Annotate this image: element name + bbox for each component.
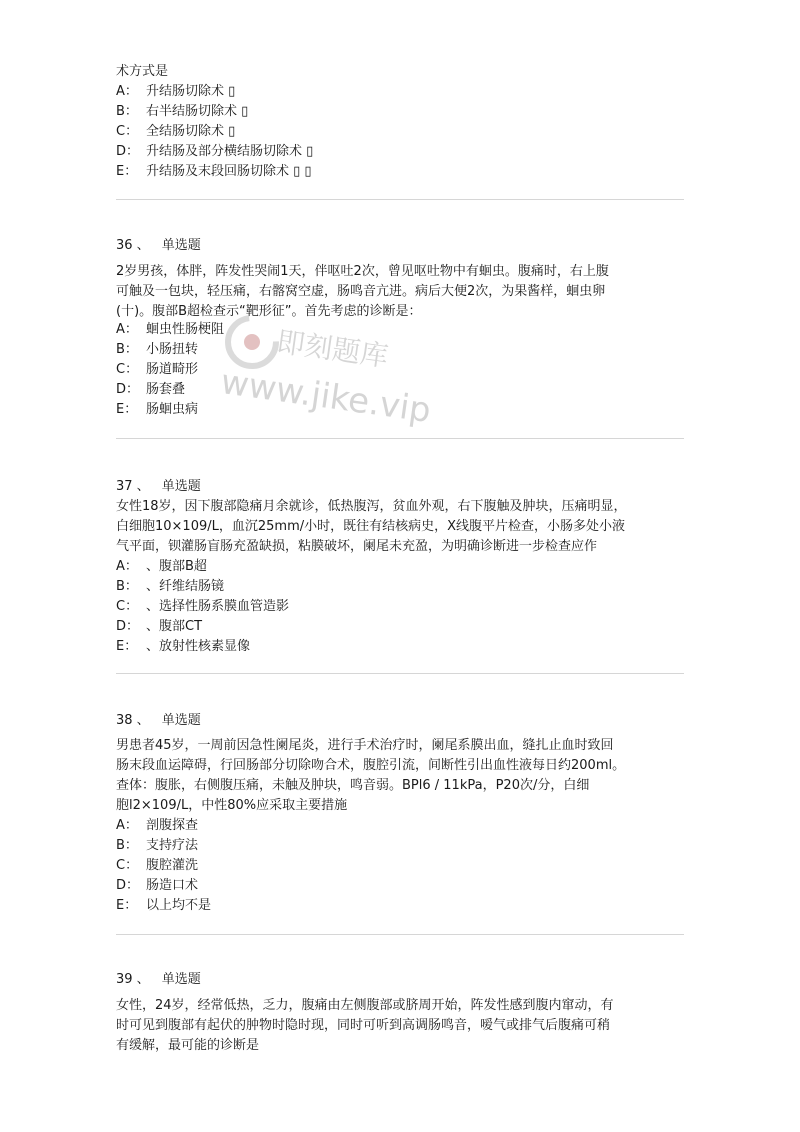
option-text: 升结肠切除术 ▯ — [146, 84, 236, 99]
option-letter: B： — [116, 579, 138, 594]
option-letter: E： — [116, 639, 138, 654]
q36-header — [116, 236, 201, 256]
q36-option-b — [116, 340, 198, 360]
option-letter: B： — [116, 342, 138, 357]
option-text: 升结肠及末段回肠切除术 ▯ ▯ — [146, 164, 312, 179]
option-letter: E： — [116, 164, 138, 179]
option-letter: D： — [116, 144, 140, 159]
q36-stem-line: 2岁男孩，体胖，阵发性哭闹1天，伴呕吐2次，曾见呕吐物中有蛔虫。腹痛时，右上腹 — [116, 264, 609, 279]
option-text: 腹腔灌洗 — [146, 858, 199, 873]
q35-stem-end: 术方式是 — [116, 64, 169, 79]
option-text: 、选择性肠系膜血管造影 — [146, 599, 290, 614]
question-divider — [116, 934, 684, 935]
option-text: 剖腹探查 — [146, 818, 199, 833]
option-letter: A： — [116, 818, 138, 833]
q36-stem-line: (十)。腹部B超检查示“靶形征”。首先考虑的诊断是： — [116, 304, 422, 319]
q37-option-a — [116, 557, 207, 577]
q37-option-d — [116, 617, 202, 637]
question-type: 单选题 — [161, 238, 201, 253]
q39-stem-line: 有缓解，最可能的诊断是 — [116, 1038, 260, 1053]
q38-stem-line: 肠末段血运障碍，行回肠部分切除吻合术，腹腔引流，间断性引出血性液每日约200ml。 — [116, 758, 626, 773]
q35-option-b — [116, 102, 248, 122]
option-text: 肠造口术 — [146, 878, 199, 893]
option-text: 全结肠切除术 ▯ — [146, 124, 236, 139]
question-type: 单选题 — [161, 479, 201, 494]
option-letter: A： — [116, 84, 138, 99]
option-text: 右半结肠切除术 ▯ — [146, 104, 249, 119]
option-letter: B： — [116, 104, 138, 119]
q36-option-a — [116, 320, 224, 340]
option-text: 肠套叠 — [146, 382, 186, 397]
question-number: 38 、 — [116, 713, 150, 728]
q38-header — [116, 711, 201, 731]
q35-option-d — [116, 142, 313, 162]
watermark-brand: 即刻题库 — [274, 324, 391, 374]
watermark — [218, 310, 442, 432]
option-letter: C： — [116, 858, 139, 873]
q35-option-c — [116, 122, 235, 142]
q39-header — [116, 970, 201, 990]
q38-option-b — [116, 836, 198, 856]
q38-stem-line: 男患者45岁，一周前因急性阑尾炎，进行手术治疗时，阑尾系膜出血，缝扎止血时致回 — [116, 738, 614, 753]
q36-option-e — [116, 400, 198, 420]
q38-option-a — [116, 816, 198, 836]
option-text: 小肠扭转 — [146, 342, 199, 357]
q36-option-c — [116, 360, 198, 380]
q35-option-a — [116, 82, 235, 102]
option-text: 、纤维结肠镜 — [146, 579, 225, 594]
q38-option-c — [116, 856, 198, 876]
option-letter: C： — [116, 362, 139, 377]
q36-option-d — [116, 380, 185, 400]
question-divider — [116, 438, 684, 439]
question-number: 37 、 — [116, 479, 150, 494]
option-letter: D： — [116, 382, 140, 397]
q39-stem-line: 时可见到腹部有起伏的肿物时隐时现，同时可听到高调肠鸣音，嗳气或排气后腹痛可稍 — [116, 1018, 611, 1033]
option-text: 蛔虫性肠梗阻 — [146, 322, 225, 337]
option-letter: E： — [116, 402, 138, 417]
q35-option-e — [116, 162, 312, 182]
q38-stem-line: 查体：腹胀，右侧腹压痛，未触及肿块，鸣音弱。BPl6 / 11kPa，P20次/分，白细 — [116, 778, 590, 793]
question-type: 单选题 — [161, 713, 201, 728]
question-divider — [116, 673, 684, 674]
question-number: 36 、 — [116, 238, 150, 253]
q37-option-b — [116, 577, 224, 597]
q38-option-e — [116, 896, 211, 916]
q38-option-d — [116, 876, 198, 896]
option-letter: D： — [116, 878, 140, 893]
question-number: 39 、 — [116, 972, 150, 987]
q38-stem-line: 胞l2×109/L，中性80%应采取主要措施 — [116, 798, 348, 813]
option-letter: E： — [116, 898, 138, 913]
option-text: 升结肠及部分横结肠切除术 ▯ — [146, 144, 314, 159]
option-letter: D： — [116, 619, 140, 634]
option-text: 肠蛔虫病 — [146, 402, 199, 417]
option-text: 、腹部B超 — [146, 559, 207, 574]
option-letter: C： — [116, 599, 139, 614]
q37-header — [116, 477, 201, 497]
option-letter: C： — [116, 124, 139, 139]
q36-stem-line: 可触及一包块，轻压痛，右髂窝空虚，肠鸣音亢进。病后大便2次，为果酱样，蛔虫卵 — [116, 284, 606, 299]
q37-stem-line: 女性18岁，因下腹部隐痛月余就诊，低热腹泻，贫血外观，右下腹触及肿块，压痛明显， — [116, 499, 627, 514]
option-text: 以上均不是 — [146, 898, 212, 913]
option-letter: A： — [116, 322, 138, 337]
option-letter: B： — [116, 838, 138, 853]
q37-option-c — [116, 597, 289, 617]
option-text: 肠道畸形 — [146, 362, 199, 377]
question-divider — [116, 199, 684, 200]
q37-option-e — [116, 637, 250, 657]
watermark-url: www.jike.vip — [218, 362, 434, 432]
q37-stem-line: 气平面，钡灌肠盲肠充盈缺损，粘膜破坏，阑尾未充盈，为明确诊断进一步检查应作 — [116, 539, 598, 554]
q39-stem-line: 女性，24岁，经常低热，乏力，腹痛由左侧腹部或脐周开始，阵发性感到腹内窜动，有 — [116, 998, 614, 1013]
q37-stem-line: 白细胞10×109/L，血沉25mm/小时，既往有结核病史，X线腹平片检查，小肠多处小液 — [116, 519, 626, 534]
question-type: 单选题 — [161, 972, 201, 987]
option-text: 、放射性核素显像 — [146, 639, 251, 654]
option-text: 支持疗法 — [146, 838, 199, 853]
option-text: 、腹部CT — [146, 619, 203, 634]
option-letter: A： — [116, 559, 138, 574]
